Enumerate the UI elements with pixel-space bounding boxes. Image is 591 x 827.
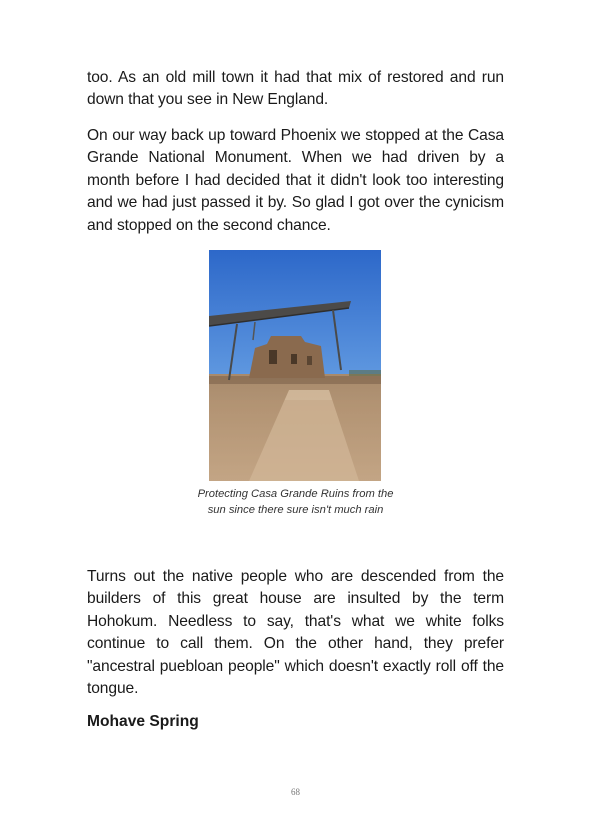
paragraph-3: Turns out the native people who are descended from the builders of this great house are insulted by the term Hohokum. Needless to say, that's what we white folks continue to call them. On the other hand, they prefer "ancestral puebloan people" which doesn't exactly roll off the tongue. [87, 568, 504, 698]
page-number: 68 [291, 787, 300, 797]
casa-grande-photo [209, 250, 381, 481]
paragraph-1: too. As an old mill town it had that mix of restored and run down that you see in New England. [87, 69, 504, 109]
section-heading: Mohave Spring [87, 713, 199, 730]
paragraph-2: On our way back up toward Phoenix we stopped at the Casa Grande National Monument. When we had driven by a month before I had decided that it didn't look too interesting and we had just passed it by. So glad I got over the cynicism and stopped on the second chance. [87, 127, 504, 234]
figure-caption: Protecting Casa Grande Ruins from the sun since there sure isn't much rain [197, 488, 394, 516]
